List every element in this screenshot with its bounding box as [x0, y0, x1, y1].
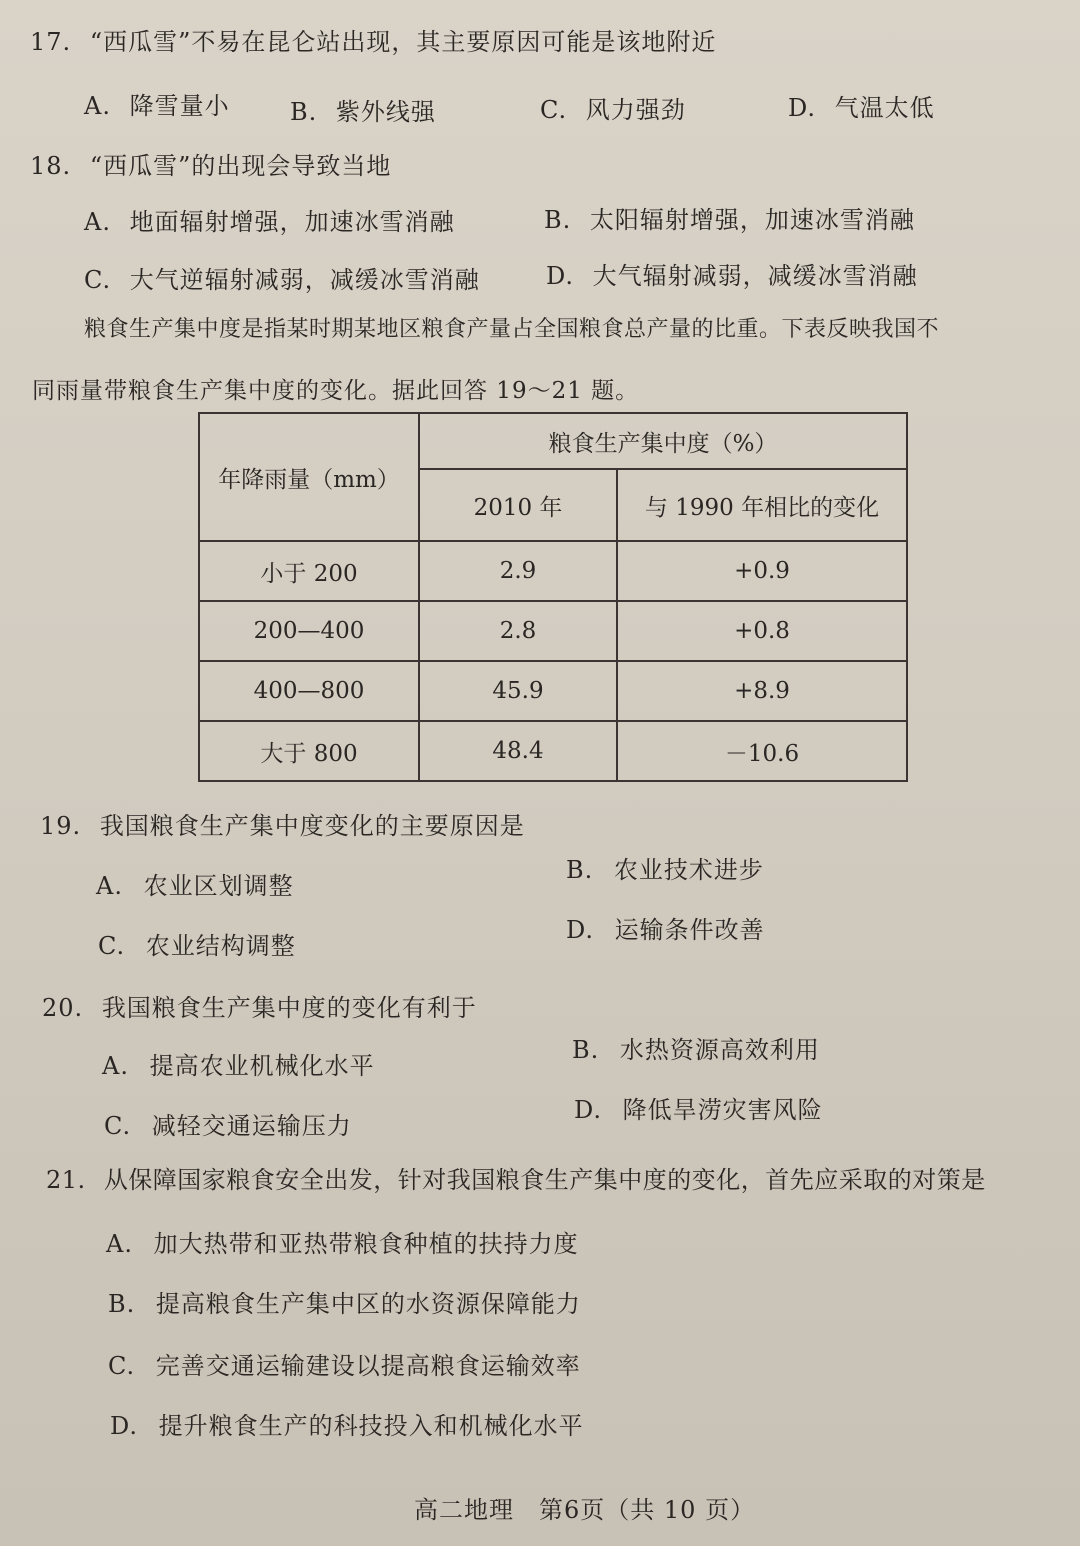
column-header-change: 与 1990 年相比的变化: [617, 469, 907, 541]
table-row: [199, 601, 907, 661]
table-row: [199, 661, 907, 721]
intro-line-1: 粮食生产集中度是指某时期某地区粮食产量占全国粮食总产量的比重。下表反映我国不: [84, 317, 940, 342]
q17-option-c: C. 风力强劲: [540, 96, 686, 124]
grain-concentration-table: [198, 412, 908, 782]
q21-option-d: D. 提升粮食生产的科技投入和机械化水平: [110, 1412, 584, 1440]
group-header-concentration: 粮食生产集中度（%）: [419, 413, 907, 469]
change-cell: +0.8: [617, 601, 907, 661]
page-footer: 高二地理 第6页（共 10 页）: [414, 1496, 756, 1524]
rainfall-range-cell: 小于 200: [199, 541, 419, 601]
rainfall-range-cell: 400—800: [199, 661, 419, 721]
question-20: [42, 988, 477, 1023]
question-stem: 从保障国家粮食安全出发，针对我国粮食生产集中度的变化，首先应采取的对策是: [103, 1166, 986, 1194]
question-stem: 我国粮食生产集中度变化的主要原因是: [99, 812, 525, 840]
q17-option-d: D. 气温太低: [788, 94, 935, 122]
question-number: 20.: [42, 994, 84, 1022]
question-stem: “西瓜雪”的出现会导致当地: [89, 152, 392, 180]
question-number: 18.: [30, 152, 72, 180]
q20-option-c: C. 减轻交通运输压力: [104, 1112, 352, 1140]
q19-option-b: B. 农业技术进步: [566, 856, 764, 884]
q20-option-a: A. 提高农业机械化水平: [102, 1052, 375, 1080]
question-number: 21.: [46, 1166, 86, 1194]
question-number: 19.: [40, 812, 82, 840]
question-17: [30, 22, 716, 57]
question-stem: “西瓜雪”不易在昆仑站出现，其主要原因可能是该地附近: [89, 28, 717, 56]
rainfall-range-cell: 200—400: [199, 601, 419, 661]
question-21: [46, 1160, 986, 1195]
question-18: [30, 146, 391, 181]
q18-option-b: B. 太阳辐射增强，加速冰雪消融: [544, 206, 915, 234]
q21-option-a: A. 加大热带和亚热带粮食种植的扶持力度: [106, 1230, 579, 1258]
q17-option-a: A. 降雪量小: [84, 92, 230, 120]
q21-option-b: B. 提高粮食生产集中区的水资源保障能力: [108, 1290, 581, 1318]
q20-option-b: B. 水热资源高效利用: [572, 1036, 820, 1064]
q18-option-d: D. 大气辐射减弱，减缓冰雪消融: [546, 262, 918, 290]
row-header-rainfall: 年降雨量（mm）: [199, 413, 419, 541]
value-2010-cell: 48.4: [419, 721, 617, 781]
q18-option-a: A. 地面辐射增强，加速冰雪消融: [84, 208, 455, 236]
value-2010-cell: 45.9: [419, 661, 617, 721]
value-2010-cell: 2.8: [419, 601, 617, 661]
q19-option-c: C. 农业结构调整: [98, 932, 296, 960]
value-2010-cell: 2.9: [419, 541, 617, 601]
question-19: [40, 806, 525, 841]
question-stem: 我国粮食生产集中度的变化有利于: [101, 994, 477, 1022]
change-cell: +8.9: [617, 661, 907, 721]
table-row: [199, 541, 907, 601]
rainfall-range-cell: 大于 800: [199, 721, 419, 781]
q17-option-b: B. 紫外线强: [290, 98, 436, 126]
q18-option-c: C. 大气逆辐射减弱，减缓冰雪消融: [84, 266, 480, 294]
change-cell: +0.9: [617, 541, 907, 601]
q19-option-a: A. 农业区划调整: [96, 872, 294, 900]
change-cell: －10.6: [617, 721, 907, 781]
q20-option-d: D. 降低旱涝灾害风险: [574, 1096, 823, 1124]
column-header-2010: 2010 年: [419, 469, 617, 541]
q21-option-c: C. 完善交通运输建设以提高粮食运输效率: [108, 1352, 581, 1380]
q19-option-d: D. 运输条件改善: [566, 916, 765, 944]
intro-line-2: 同雨量带粮食生产集中度的变化。据此回答 19～21 题。: [32, 378, 640, 404]
table-row: [199, 721, 907, 781]
question-number: 17.: [30, 28, 72, 56]
